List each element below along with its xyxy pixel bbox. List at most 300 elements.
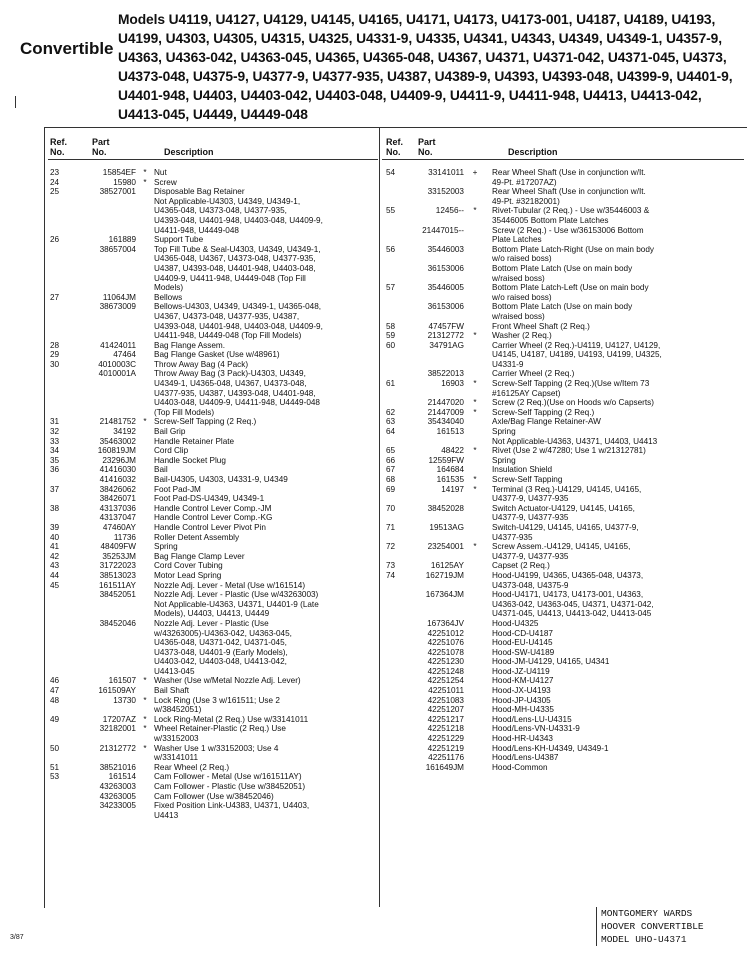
ref-no <box>48 590 72 619</box>
description: Bail Grip <box>154 427 186 437</box>
description: Screw-Self Tapping (2 Req.) <box>154 417 257 427</box>
part-no: 4010003C <box>98 359 136 369</box>
note-mark <box>136 446 154 456</box>
table-row <box>382 504 744 523</box>
note-mark <box>136 792 154 802</box>
part-no-header: Part No. <box>418 137 436 157</box>
part-no: 160819JM <box>97 446 136 456</box>
table-row <box>48 561 378 571</box>
note-mark <box>464 245 486 264</box>
ref-no <box>48 302 72 340</box>
description: Handle Socket Plug <box>154 455 226 465</box>
note-mark: * <box>473 206 477 216</box>
description: Disposable Bag Retainer Not Applicable-U4303, U4349, U4349-1, U4365-048, U4373-048, U4377-935, U4393-048, U4401-948, U4403-048, U4409-9, U4411-948, U4449-048 <box>154 187 323 235</box>
part-no: 41416030 <box>99 465 136 475</box>
part-no: 33141011 <box>428 168 464 177</box>
ref-no <box>382 715 410 725</box>
description: Handle Control Lever Comp.-JM <box>154 503 272 513</box>
table-row <box>48 427 378 437</box>
part-no-header: Part No. <box>92 137 110 157</box>
description: Nozzle Adj. Lever - Metal (Use w/161514) <box>154 580 306 590</box>
part-no: 23254001 <box>427 542 464 552</box>
note-mark: + <box>472 168 478 177</box>
note-mark <box>464 322 486 332</box>
note-mark <box>136 552 154 562</box>
description: Rivet (Use 2 w/47280; Use 1 w/21312781) <box>492 446 646 456</box>
note-mark <box>136 245 154 293</box>
table-row <box>382 561 744 571</box>
ref-no <box>382 619 410 629</box>
note-mark <box>464 283 486 302</box>
description: Screw-Self Tapping (2 Req.)(Use w/Item 73 #16125AY Capset) <box>492 379 650 398</box>
description: Lock Ring (Use 3 w/161511; Use 2 w/38452051) <box>154 695 280 715</box>
note-mark <box>464 456 486 466</box>
part-no: 35463002 <box>99 436 136 446</box>
table-row <box>382 571 744 590</box>
part-no: 161507 <box>108 676 136 686</box>
description: Hood-KM-U4127 <box>492 676 554 686</box>
table-row <box>48 369 378 417</box>
note-mark <box>464 571 486 590</box>
parts-list <box>48 160 378 820</box>
part-no: 35446005 <box>427 283 464 293</box>
table-row <box>382 398 744 408</box>
note-mark: * <box>143 695 147 705</box>
part-no: 164684 <box>436 465 464 475</box>
note-mark: * <box>473 484 477 494</box>
description: Bottom Plate Latch (Use on main body w/raised boss) <box>492 263 633 283</box>
part-no: 43137047 <box>99 513 136 523</box>
ref-no: 60 <box>386 340 396 350</box>
note-mark <box>136 686 154 696</box>
ref-no: 68 <box>386 475 396 484</box>
description: Handle Control Lever Pivot Pin <box>154 522 266 532</box>
table-row <box>48 494 378 504</box>
table-row <box>382 590 744 619</box>
ref-no <box>48 369 72 417</box>
note-mark <box>464 369 486 379</box>
part-no: 47457FW <box>428 321 464 331</box>
ref-no: 50 <box>50 743 60 753</box>
part-no: 38522013 <box>427 369 464 379</box>
ref-no: 67 <box>386 465 396 475</box>
note-mark <box>464 561 486 571</box>
part-no: 43137036 <box>99 503 136 513</box>
note-mark: * <box>143 724 147 734</box>
note-mark <box>464 657 486 667</box>
ref-no: 37 <box>50 484 60 494</box>
ref-no <box>382 744 410 754</box>
table-row <box>48 475 378 485</box>
description: Hood-U4325 <box>492 618 539 628</box>
ref-no: 42 <box>50 551 60 561</box>
ref-no: 48 <box>50 695 60 705</box>
description: Fixed Position Link-U4383, U4371, U4403, U4413 <box>154 801 310 820</box>
ref-no: 63 <box>386 417 396 427</box>
table-row <box>48 446 378 456</box>
ref-no <box>48 619 72 677</box>
table-row <box>382 264 744 283</box>
note-mark <box>464 724 486 734</box>
table-row <box>382 523 744 542</box>
ref-no: 73 <box>386 561 396 571</box>
part-no: 167364JV <box>427 618 464 628</box>
description: Bellows <box>154 292 183 302</box>
description: Carrier Wheel (2 Req.) <box>492 369 575 379</box>
description: Bottom Plate Latch-Right (Use on main body w/o raised boss) <box>492 244 655 264</box>
note-mark <box>136 494 154 504</box>
part-no: 38426062 <box>99 484 136 494</box>
description: Hood/Lens-LU-U4315 <box>492 714 572 724</box>
ref-no: 72 <box>386 542 396 552</box>
ref-no-header: Ref. No. <box>386 137 404 157</box>
note-mark <box>136 427 154 437</box>
description: Hood/Lens-U4387 <box>492 753 559 763</box>
note-mark <box>136 485 154 495</box>
table-row <box>48 465 378 475</box>
ref-no <box>48 245 72 293</box>
ref-no: 26 <box>50 235 60 245</box>
table-row <box>382 331 744 341</box>
table-row <box>382 657 744 667</box>
model-list: Models U4119, U4127, U4129, U4145, U4165, U4171, U4173, U4173-001, U4187, U4189, U4193, U4199, U4303, U4305, U4315, U4325, U4331-9, U4335, U4341, U4343, U4349, U4349-1, U4357-9, U4363, U4363-042, U4363-045, U4365, U4365-048, U4367, U4371, U4371-042, U4371-045, U4373, U4373-048, U4375-9, U4377-9, U4377-935, U4387, U4389-9, U4393, U4393-048, U4399-9, U4401-9, U4401-948, U4403, U4403-042, U4403-048, U4409-9, U4411-9, U4411-948, U4413, U4413-042, U4413-045, U4449, U4449-048 <box>118 12 733 122</box>
description: Rivet-Tubular (2 Req.) - Use w/35446003 & 35446005 Bottom Plate Latches <box>492 206 650 225</box>
part-no: 162719JM <box>425 570 464 580</box>
ref-no: 29 <box>50 350 60 360</box>
description: Cam Follower - Metal (Use w/161511AY) <box>154 772 302 782</box>
part-no: 17207AZ <box>102 714 136 724</box>
part-no: 11064JM <box>102 292 136 302</box>
description: Top Fill Tube & Seal-U4303, U4349, U4349-1, U4365-048, U4367, U4373-048, U4377-935, U4387, U4393-048, U4401-948, U4403-048, U4409-9, U4411-948, U4449-048 (Top Fill Models) <box>154 244 321 293</box>
note-mark: * <box>473 475 477 484</box>
note-mark <box>464 417 486 427</box>
ref-no: 64 <box>386 427 396 437</box>
stamp-line: HOOVER CONVERTIBLE <box>601 921 704 932</box>
part-no: 41416032 <box>99 475 136 484</box>
table-row <box>382 542 744 561</box>
description: Screw-Self Tapping <box>492 475 563 484</box>
table-row <box>382 485 744 504</box>
note-mark <box>136 437 154 447</box>
part-no: 31722023 <box>99 561 136 571</box>
table-row <box>48 341 378 351</box>
table-row <box>382 638 744 648</box>
note-mark <box>464 763 486 773</box>
ref-no <box>382 676 410 686</box>
ref-no: 46 <box>50 676 60 686</box>
table-row <box>48 763 378 773</box>
table-row <box>48 168 378 178</box>
table-row <box>382 379 744 398</box>
part-no: 21447015-- <box>422 225 464 235</box>
table-row <box>382 206 744 225</box>
ref-no-header: Ref. No. <box>50 137 68 157</box>
ref-no: 40 <box>50 532 60 542</box>
note-mark: * <box>473 331 477 341</box>
note-mark <box>136 772 154 782</box>
description: Bail <box>154 465 168 475</box>
part-no: 161511AY <box>98 580 136 590</box>
ref-no <box>382 638 410 648</box>
note-mark <box>136 561 154 571</box>
ref-no: 38 <box>50 503 60 513</box>
note-mark <box>136 523 154 533</box>
ref-no: 30 <box>50 359 60 369</box>
ref-no: 39 <box>50 522 60 532</box>
table-row <box>48 792 378 802</box>
note-mark <box>464 629 486 639</box>
catalog-stamp <box>596 907 750 946</box>
description: Axle/Bag Flange Retainer-AW <box>492 417 601 427</box>
part-no: 161649JM <box>425 762 464 772</box>
description: Spring <box>492 455 516 465</box>
ref-no <box>48 513 72 523</box>
ref-no <box>382 686 410 696</box>
table-row <box>48 178 378 188</box>
table-row <box>48 533 378 543</box>
ref-no <box>382 187 410 206</box>
part-no: 161535 <box>436 475 464 484</box>
table-row <box>382 667 744 677</box>
description: Rear Wheel Shaft (Use in conjunction w/It. 49-Pt. #32182001) <box>492 187 646 206</box>
note-mark <box>136 504 154 514</box>
part-no: 34192 <box>113 427 136 437</box>
ref-no: 41 <box>50 542 60 552</box>
note-mark <box>136 465 154 475</box>
table-row <box>382 629 744 639</box>
description: Hood-HR-U4343 <box>492 734 553 744</box>
part-no: 35446003 <box>427 244 464 254</box>
description: Roller Detent Assembly <box>154 532 240 542</box>
note-mark: * <box>143 177 147 187</box>
ref-no: 53 <box>50 772 60 782</box>
ref-no: 32 <box>50 427 60 437</box>
ref-no <box>382 264 410 283</box>
note-mark <box>136 782 154 792</box>
table-row <box>382 302 744 321</box>
part-no: 35253JM <box>102 551 136 561</box>
description: Screw Assem.-U4129, U4145, U4165, U4377-9, U4377-935 <box>492 542 631 561</box>
part-no: 36153006 <box>427 302 464 312</box>
note-mark <box>136 763 154 773</box>
part-no: 23296JM <box>102 455 136 465</box>
ref-no <box>48 475 72 485</box>
note-mark <box>136 590 154 619</box>
ref-no: 33 <box>50 436 60 446</box>
description: Hood-CD-U4187 <box>492 628 553 638</box>
note-mark <box>136 302 154 340</box>
table-row <box>48 523 378 533</box>
part-no: 161514 <box>108 772 136 782</box>
ref-no <box>382 629 410 639</box>
description: Spring Not Applicable-U4363, U4371, U4403, U4413 <box>492 427 658 446</box>
ref-no: 55 <box>386 206 396 216</box>
table-row <box>382 465 744 475</box>
table-row <box>48 772 378 782</box>
description: Hood-JM-U4129, U4165, U4341 <box>492 657 610 667</box>
description: Nozzle Adj. Lever - Plastic (Use w/43263003) Not Applicable-U4363, U4371, U4401-9 (Late Models), U4403, U4413, U4449 <box>154 590 319 619</box>
table-row <box>48 235 378 245</box>
ref-no: 59 <box>386 331 396 341</box>
note-mark <box>136 513 154 523</box>
ref-no <box>382 226 410 245</box>
description: Hood-MH-U4335 <box>492 705 554 715</box>
table-row <box>382 369 744 379</box>
table-row <box>48 571 378 581</box>
table-row <box>382 763 744 773</box>
note-mark <box>464 667 486 677</box>
part-no: 47460AY <box>102 522 136 532</box>
description: Motor Lead Spring <box>154 570 222 580</box>
ref-no: 51 <box>50 762 60 772</box>
ref-no <box>382 398 410 408</box>
ref-no <box>382 667 410 677</box>
part-no: 42251254 <box>427 676 464 686</box>
part-no: 167364JM <box>425 590 464 600</box>
part-no: 42251012 <box>427 628 464 638</box>
description: Hood-JP-U4305 <box>492 695 551 705</box>
ref-no <box>48 792 72 802</box>
part-no: 42251248 <box>427 666 464 676</box>
part-no: 38452046 <box>99 618 136 628</box>
margin-mark <box>15 96 16 108</box>
part-no: 12456-- <box>435 206 464 216</box>
note-mark <box>464 264 486 283</box>
table-row <box>382 427 744 446</box>
ref-no: 28 <box>50 340 60 350</box>
table-row <box>382 724 744 734</box>
note-mark: * <box>143 168 147 177</box>
table-row <box>48 676 378 686</box>
description: Bellows-U4303, U4349, U4349-1, U4365-048, U4367, U4373-048, U4377-935, U4387, U4393-048, U4401-948, U4403-048, U4409-9, U4411-948, U4449-048 (Top Fill Models) <box>154 302 323 341</box>
table-row <box>48 724 378 743</box>
note-mark <box>464 734 486 744</box>
column-divider <box>379 127 380 907</box>
table-row <box>48 350 378 360</box>
table-row <box>382 456 744 466</box>
ref-no <box>382 657 410 667</box>
description: Hood-JX-U4193 <box>492 686 551 696</box>
ref-no: 70 <box>386 503 396 513</box>
description: Switch Actuator-U4129, U4145, U4165, U4377-9, U4377-935 <box>492 503 635 523</box>
table-row <box>382 744 744 754</box>
note-mark <box>464 686 486 696</box>
description: Carrier Wheel (2 Req.)-U4119, U4127, U4129, U4145, U4187, U4189, U4193, U4199, U4325, U4331-9 <box>492 340 662 369</box>
description: Cam Follower - Plastic (Use w/38452051) <box>154 782 306 791</box>
table-row <box>382 187 744 206</box>
table-row <box>48 302 378 340</box>
ref-no <box>382 724 410 734</box>
ref-no: 45 <box>50 580 60 590</box>
table-row <box>48 715 378 725</box>
table-row <box>382 446 744 456</box>
table-row <box>48 360 378 370</box>
table-row <box>382 619 744 629</box>
print-date: 3/87 <box>10 934 24 941</box>
part-no: 161889 <box>108 235 136 245</box>
note-mark <box>464 619 486 629</box>
parts-column-left <box>48 129 378 820</box>
table-row <box>48 801 378 820</box>
description: Hood-Common <box>492 762 548 772</box>
description: Washer Use 1 w/33152003; Use 4 w/33141011 <box>154 743 279 763</box>
table-row <box>48 293 378 303</box>
ref-no: 23 <box>50 168 60 177</box>
ref-no <box>48 801 72 820</box>
ref-no: 58 <box>386 321 396 331</box>
note-mark <box>136 235 154 245</box>
part-no: 42251229 <box>427 734 464 744</box>
ref-no <box>382 369 410 379</box>
note-mark <box>464 638 486 648</box>
part-no: 12559FW <box>428 455 464 465</box>
ref-no: 44 <box>50 570 60 580</box>
note-mark <box>136 369 154 417</box>
part-no: 13730 <box>113 695 136 705</box>
note-mark <box>464 427 486 446</box>
ref-no: 36 <box>50 465 60 475</box>
table-row <box>382 753 744 763</box>
column-header <box>382 129 744 160</box>
parts-list <box>382 160 744 772</box>
note-mark <box>464 590 486 619</box>
page-header <box>0 0 750 124</box>
part-no: 38521016 <box>99 762 136 772</box>
description: Insulation Shield <box>492 465 553 475</box>
part-no: 48422 <box>441 446 464 456</box>
note-mark <box>136 542 154 552</box>
ref-no: 57 <box>386 283 396 293</box>
note-mark <box>136 475 154 485</box>
part-no: 33152003 <box>427 187 464 197</box>
part-no: 35434040 <box>427 417 464 427</box>
table-row <box>48 552 378 562</box>
description: Hood-U4171, U4173, U4173-001, U4363, U4363-042, U4363-045, U4371, U4371-042, U4371-045, U4413, U4413-042, U4413-045 <box>492 590 654 619</box>
part-no: 21447009 <box>427 407 464 417</box>
note-mark <box>464 523 486 542</box>
table-row <box>48 513 378 523</box>
ref-no: 47 <box>50 686 60 696</box>
note-mark: * <box>473 407 477 417</box>
part-no: 38673009 <box>99 302 136 312</box>
part-no: 36153006 <box>427 263 464 273</box>
description: Switch-U4129, U4145, U4165, U4377-9, U4377-935 <box>492 522 639 542</box>
table-row <box>382 715 744 725</box>
section-title: Convertible <box>20 39 114 58</box>
note-mark <box>136 533 154 543</box>
table-row <box>382 417 744 427</box>
part-no: 48409FW <box>100 542 136 552</box>
table-row <box>48 485 378 495</box>
note-mark <box>136 571 154 581</box>
description: Bottom Plate Latch-Left (Use on main body w/o raised boss) <box>492 283 649 302</box>
note-mark: * <box>473 542 477 552</box>
description: Handle Retainer Plate <box>154 436 235 446</box>
note-mark <box>464 648 486 658</box>
note-mark <box>136 350 154 360</box>
table-row <box>48 590 378 619</box>
description: Foot Pad-DS-U4349, U4349-1 <box>154 494 265 504</box>
table-row <box>48 542 378 552</box>
description: Screw (2 Req.)(Use on Hoods w/o Capserts) <box>492 398 654 408</box>
part-no: 38426071 <box>99 494 136 504</box>
description: Washer (2 Req.) <box>492 331 552 341</box>
note-mark <box>464 226 486 245</box>
description: Bail-U4305, U4303, U4331-9, U4349 <box>154 475 288 484</box>
description: Bag Flange Assem. <box>154 340 225 350</box>
description: Hood-JZ-U4119 <box>492 666 550 676</box>
note-mark: * <box>473 446 477 456</box>
